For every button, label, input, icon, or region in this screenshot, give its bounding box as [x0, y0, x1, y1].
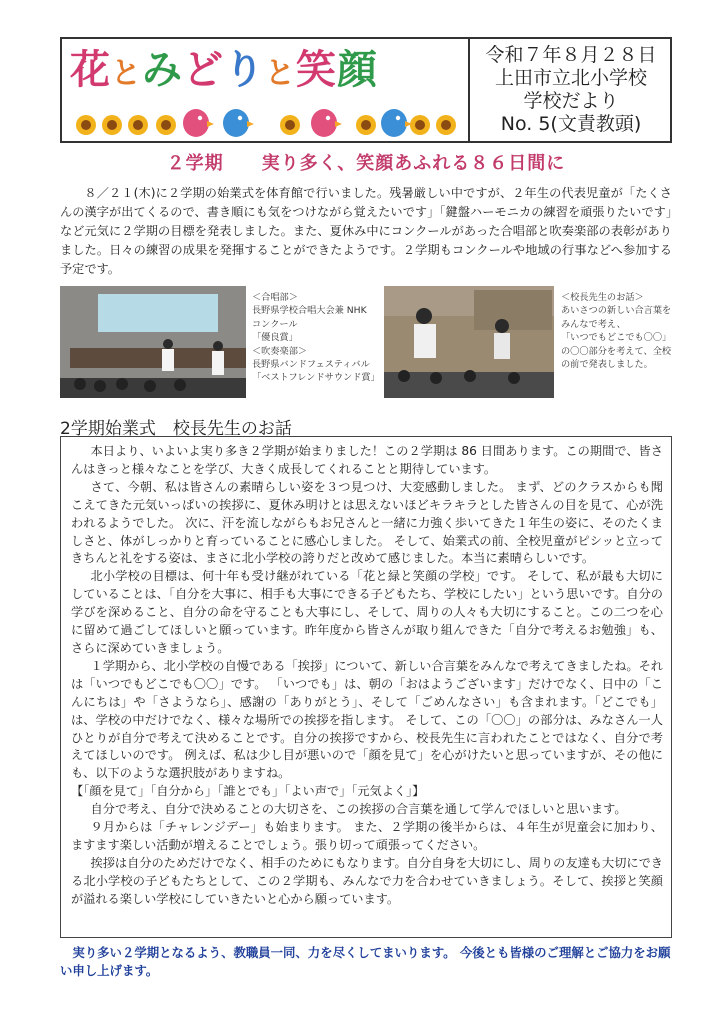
intro-text: ８／２１(木)に２学期の始業式を体育館で行いました。残暑厳しい中ですが、２年生の代表児童が「たくさんの漢字が出てくるので、書き順にも気をつけながら覚えたいです」「鍵盤ハーモニカの練習を頑張りたいです」など元気に２学期の目標を発表しました。また、夏休み中にコンクールがあった合唱部と吹奏楽部の表彰がありました。日々の練習の成果を発揮することができたようです。２学期もコンクールや地域の行事などへ参加する予定です。	[60, 186, 672, 276]
speech-paragraph: 挨拶は自分のためだけでなく、相手のためにもなります。自分自身を大切にし、周りの友達も大切にできる北小学校の子どもたちとして、この２学期も、みんなで力を合わせていきましょう。そして、挨拶と笑顔が溢れる楽しい学校にしていきたいと心から願っています。	[71, 855, 663, 906]
newsletter-title	[70, 46, 460, 94]
masthead-divider	[468, 37, 470, 143]
title-char: り	[224, 47, 265, 93]
principal-speech-box	[60, 436, 672, 938]
speech-paragraph: さて、今朝、私は皆さんの素晴らしい姿を３つ見つけ、大変感動しました。 まず、どのクラスからも聞こえてきた元気いっぱいの挨拶に、夏休み明けとは思えないほどキラキラとした皆さんの目を見て、心が洗われるようでした。 次に、汗を流しながらもお兄さんと一緒に力強く歩いてきた１年生の姿に、そのたくましさと、体がしっかりと育っていることに感心しました。 そして、始業式の前、全校児童がピシッと立ってきちんと礼をする姿は、まさに北小学校の誇りだと改めて感じました。本当に素晴らしいです。	[71, 479, 663, 566]
title-char: 笑	[296, 47, 337, 93]
issue-date: 令和７年８月２８日	[485, 44, 657, 66]
newsletter-name: 学校だより	[523, 90, 619, 112]
headline: ２学期 実り多く、笑顔あふれる８６日間に	[166, 153, 566, 174]
speech-paragraph: 本日より、いよいよ実り多き２学期が始まりました！この２学期は 86 日間あります。この期間で、皆さんはきっと様々なことを学び、大きく成長してくれることと期待しています。	[71, 444, 663, 476]
title-char: 顔	[337, 47, 378, 93]
intro-paragraph	[60, 184, 672, 279]
photo-principal-talk	[384, 286, 554, 398]
bird-icon	[223, 109, 249, 137]
section-title: 2学期始業式 校長先生のお話	[60, 419, 292, 439]
bird-icon	[311, 109, 337, 137]
closing-text: 実り多い２学期となるよう、教職員一同、力を尽くしてまいります。 今後とも皆様のご理解とご協力をお願い申し上げます。	[60, 945, 671, 978]
speech-paragraph: 自分で考え、自分で決めることの大切さを、この挨拶の合言葉を通して学んでほしいと思います。	[90, 802, 627, 817]
title-char: と	[111, 56, 142, 91]
title-char: み	[142, 47, 183, 93]
issue-info	[472, 44, 670, 136]
photo-right-caption: ＜校長先生のお話＞ あいさつの新しい合言葉を みんなで考え、 「いつでもどこでも〇〇」 の〇〇部分を考えて、全校 の前で発表しました。	[561, 292, 672, 371]
closing-message	[60, 944, 672, 980]
sunflowers-and-birds-illustration	[74, 105, 459, 139]
issue-number: No. 5(文責教頭)	[500, 113, 642, 135]
title-char: 花	[70, 47, 111, 93]
bird-icon	[183, 109, 209, 137]
title-char: ど	[183, 47, 224, 93]
speech-paragraph: １学期から、北小学校の自慢である「挨拶」について、新しい合言葉をみんなで考えてきましたね。それは「いつでもどこでも〇〇」です。 「いつでも」は、朝の「おはようございます」だけでなく、日中の「こんにちは」や「さようなら」、感謝の「ありがとう」、そして「ごめんなさい」も含まれます。「どこでも」は、学校の中だけでなく、様々な場所での挨拶を指します。 そして、この「〇〇」の部分は、みなさん一人ひとりが自分で考えて決めることです。自分の挨拶ですから、校長先生に言われたことではなく、自分で考えてほしいのです。 例えば、私は少し目が悪いので「顔を見て」を心がけたいと思っていますが、その他にも、以下のような選択肢がありますね。	[71, 658, 663, 781]
photo-left-caption: ＜合唱部＞ 長野県学校合唱大会兼 NHK コンクール 「優良賞」 ＜吹奏楽部＞ 長野県バンドフェスティバル 「ベストフレンドサウンド賞」	[252, 292, 380, 384]
bird-icon	[381, 109, 407, 137]
title-char: と	[265, 56, 296, 91]
speech-paragraph: 北小学校の目標は、何十年も受け継がれている「花と緑と笑顔の学校」です。 そして、私が最も大切にしていることは、「自分を大事に、相手も大事にできる子どもたち、学校にしたい」という思いです。自分の学びを深めること、自分の命を守ることも大事にし、そして、周りの人々も大切にすること。この二つを心に留めて過ごしてほしいと願っています。昨年度から皆さんが取り組んできた「自分で考えるお勉強」も、さらに深めていきましょう。	[71, 569, 663, 655]
speech-paragraph: ９月からは「チャレンジデー」も始まります。 また、２学期の後半からは、４年生が児童会に加わり、ますます楽しい活動が増えることでしょう。張り切って頑張ってください。	[71, 820, 663, 852]
photo-award-ceremony	[60, 286, 246, 398]
school-name: 上田市立北小学校	[494, 67, 647, 89]
speech-options: 【「顔を見て」「自分から」「誰とでも」「よい声で」「元気よく」】	[71, 784, 425, 799]
